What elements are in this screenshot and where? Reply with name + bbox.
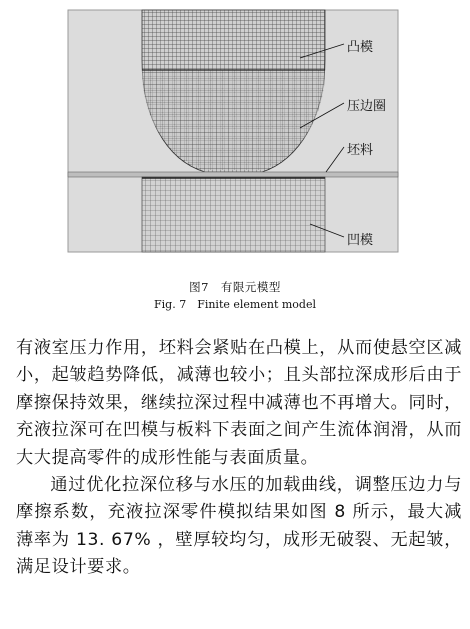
- label-blank-holder: 压边圈: [347, 99, 387, 114]
- body-text: [16, 335, 462, 582]
- paragraph-1: 有液室压力作用，坯料会紧贴在凸模上，从而使悬空区减小，起皱趋势降低，减薄也较小；且头部拉深成形后由于摩擦保持效果，继续拉深过程中减薄也不再增大。同时，充液拉深可在凹模与板料下表面之间产生流体润滑，从而大大提高零件的成形性能与表面质量。: [16, 338, 462, 468]
- figure-caption-en: Fig. 7 Finite element model: [154, 298, 316, 311]
- figure-caption-cn: 图7 有限元模型: [189, 280, 281, 294]
- label-blank: 坯料: [347, 143, 374, 158]
- fe-model-diagram: [0, 0, 470, 255]
- label-punch: 凸模: [347, 40, 374, 55]
- finite-element-figure: [0, 0, 470, 255]
- paragraph-2: 通过优化拉深位移与水压的加载曲线，调整压边力与摩擦系数，充液拉深零件模拟结果如图 8 所示，最大减薄率为 13. 67% ，壁厚较均匀，成形无破裂、无起皱，满足设计要求。: [16, 475, 462, 578]
- die-mesh: [142, 177, 325, 252]
- label-die: 凹模: [347, 233, 374, 248]
- blank-sheet: [68, 172, 398, 177]
